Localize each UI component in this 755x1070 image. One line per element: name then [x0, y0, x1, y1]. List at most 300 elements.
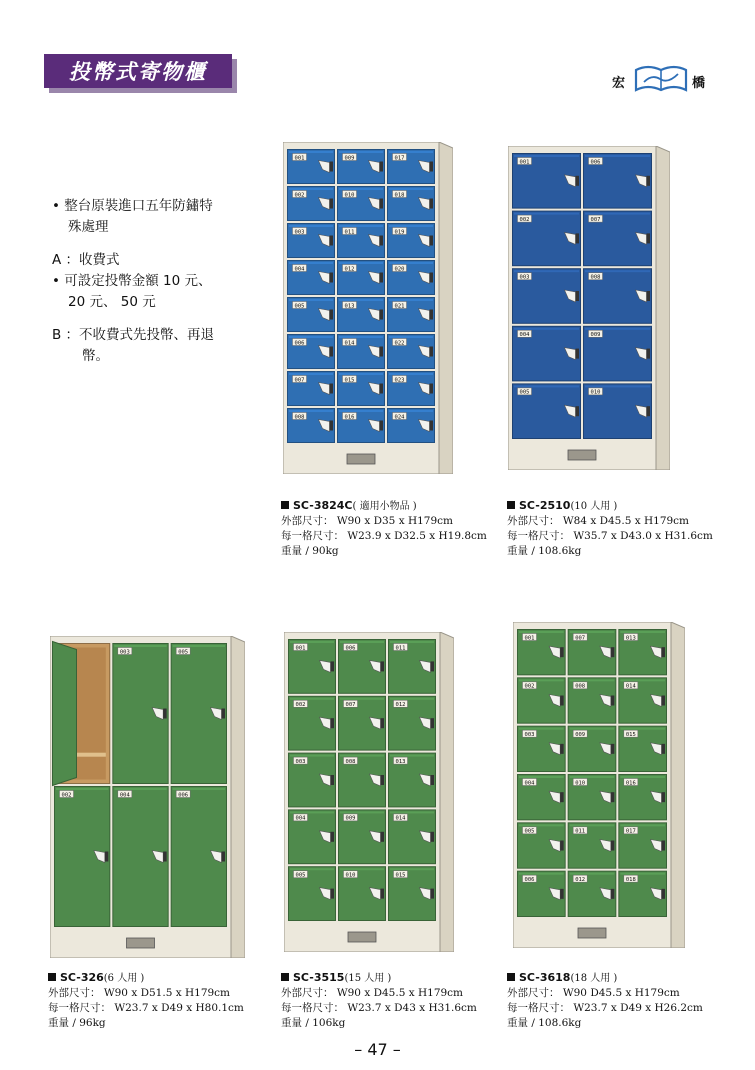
- coin-lock: [330, 199, 334, 209]
- locker-number: 019: [394, 229, 405, 236]
- product-image-sc-2510: [508, 146, 670, 470]
- locker-number: 006: [345, 645, 356, 652]
- locker-number: 003: [295, 758, 306, 765]
- door-highlight: [339, 188, 383, 190]
- book-logo-icon: [632, 60, 690, 96]
- door-highlight: [519, 631, 564, 633]
- door-highlight: [340, 698, 384, 700]
- coin-lock: [576, 233, 580, 243]
- coin-lock: [662, 792, 666, 802]
- spec-sc-3824c: SC-3824C( 適用小物品 ) 外部尺寸： W90 x D35 x H179cm 每一格尺寸： W23.9 x D32.5 x H19.8cm 重量 / 90kg: [281, 499, 487, 557]
- coin-lock: [163, 852, 167, 862]
- locker-door: [338, 298, 385, 332]
- locker-number: 023: [394, 377, 405, 384]
- locker-number: 007: [590, 216, 601, 223]
- locker-door: [288, 335, 335, 369]
- logo-left-char: 宏: [612, 76, 626, 91]
- locker-number: 005: [524, 828, 535, 835]
- locker-door: [289, 640, 336, 694]
- locker-door: [619, 726, 667, 771]
- locker-door: [388, 372, 435, 406]
- bullet-square-icon: [507, 973, 515, 981]
- coin-lock: [331, 718, 335, 728]
- logo-right-char: 橋: [692, 76, 706, 91]
- door-highlight: [390, 641, 434, 643]
- locker-number: 014: [344, 340, 355, 347]
- locker-number: 014: [395, 815, 406, 822]
- locker-number: 013: [395, 758, 406, 765]
- locker-door: [568, 823, 616, 868]
- locker-door: [388, 261, 435, 295]
- locker-door: [339, 867, 386, 921]
- locker-door: [518, 630, 566, 675]
- coin-lock: [662, 647, 666, 657]
- coin-lock: [560, 696, 564, 706]
- feature-list: [52, 196, 252, 379]
- locker-number: 012: [575, 876, 586, 883]
- locker-number: 010: [590, 389, 601, 396]
- door-highlight: [570, 824, 615, 826]
- coin-lock: [380, 384, 384, 394]
- spec-sc-3515: SC-3515(15 人用 ) 外部尺寸： W90 x D45.5 x H179cm 每一格尺寸： W23.7 x D43 x H31.6cm 重量 / 106kg: [281, 971, 477, 1029]
- coin-lock: [647, 176, 651, 186]
- door-highlight: [339, 373, 383, 375]
- coin-lock: [430, 273, 434, 283]
- coin-lock: [380, 421, 384, 431]
- locker-door: [568, 630, 616, 675]
- page-number: – 47 –: [354, 1040, 401, 1059]
- feature-rustproof: • 整台原裝進口五年防鏽特 殊處理: [52, 198, 213, 235]
- locker-number: 024: [394, 414, 405, 421]
- locker-number: 007: [294, 377, 305, 384]
- coin-lock: [381, 889, 385, 899]
- locker-door: [513, 326, 581, 381]
- locker-door: [584, 269, 652, 324]
- locker-number: 002: [295, 702, 306, 709]
- locker-door: [518, 678, 566, 723]
- door-highlight: [289, 262, 333, 264]
- coin-lock: [560, 744, 564, 754]
- coin-lock: [576, 349, 580, 359]
- locker-number: 013: [344, 303, 355, 310]
- door-highlight: [290, 755, 334, 757]
- door-highlight: [290, 698, 334, 700]
- locker-door: [339, 810, 386, 864]
- locker-number: 016: [625, 780, 636, 787]
- locker-number: 005: [294, 303, 305, 310]
- locker-door: [171, 644, 226, 784]
- product-image-sc-326: [50, 636, 245, 958]
- door-highlight: [339, 299, 383, 301]
- coin-lock: [431, 661, 435, 671]
- coin-lock: [431, 718, 435, 728]
- coin-lock: [430, 310, 434, 320]
- locker-number: 022: [394, 340, 405, 347]
- locker-door: [619, 678, 667, 723]
- locker-door: [619, 775, 667, 820]
- locker-number: 015: [625, 731, 636, 738]
- coin-lock: [576, 406, 580, 416]
- door-highlight: [585, 328, 650, 330]
- locker-door: [288, 150, 335, 184]
- locker-number: 008: [590, 274, 601, 281]
- locker-door: [338, 335, 385, 369]
- locker-door: [513, 384, 581, 439]
- cabinet-side: [440, 632, 454, 952]
- locker-number: 011: [344, 229, 355, 236]
- coin-lock: [560, 841, 564, 851]
- locker-door: [513, 154, 581, 209]
- spec-sc-2510: SC-2510(10 人用 ) 外部尺寸： W84 x D45.5 x H179cm 每一格尺寸： W35.7 x D43.0 x H31.6cm 重量 / 108.6kg: [507, 499, 713, 557]
- coin-lock: [331, 832, 335, 842]
- locker-number: 004: [524, 780, 535, 787]
- door-highlight: [289, 410, 333, 412]
- coin-lock: [430, 199, 434, 209]
- coin-lock: [381, 661, 385, 671]
- bullet-square-icon: [281, 501, 289, 509]
- coin-lock: [431, 775, 435, 785]
- coin-lock: [431, 889, 435, 899]
- coin-lock: [163, 709, 167, 719]
- door-highlight: [585, 213, 650, 215]
- locker-number: 001: [294, 155, 305, 162]
- locker-number: 007: [345, 702, 356, 709]
- coin-lock: [222, 852, 226, 862]
- door-highlight: [289, 188, 333, 190]
- door-highlight: [339, 410, 383, 412]
- locker-number: 011: [395, 645, 406, 652]
- locker-door: [338, 261, 385, 295]
- locker-number: 005: [519, 389, 530, 396]
- door-highlight: [173, 788, 225, 790]
- locker-number: 009: [344, 155, 355, 162]
- locker-number: 018: [394, 192, 405, 199]
- coin-lock: [611, 889, 615, 899]
- door-highlight: [390, 868, 434, 870]
- locker-number: 002: [61, 792, 72, 799]
- product-image-sc-3515: [284, 632, 454, 952]
- locker-number: 006: [294, 340, 305, 347]
- locker-number: 009: [575, 731, 586, 738]
- coin-lock: [330, 273, 334, 283]
- locker-door: [584, 384, 652, 439]
- coin-lock: [611, 744, 615, 754]
- locker-door: [584, 326, 652, 381]
- door-highlight: [620, 631, 665, 633]
- door-highlight: [519, 873, 564, 875]
- coin-lock: [105, 852, 109, 862]
- coin-lock: [380, 236, 384, 246]
- locker-door: [289, 810, 336, 864]
- door-highlight: [389, 373, 433, 375]
- locker-number: 010: [344, 192, 355, 199]
- bullet-square-icon: [48, 973, 56, 981]
- coin-lock: [576, 291, 580, 301]
- door-highlight: [514, 155, 579, 157]
- bullet-square-icon: [281, 973, 289, 981]
- spec-sc-3618: SC-3618(18 人用 ) 外部尺寸： W90 D45.5 x H179cm 每一格尺寸： W23.7 x D49 x H26.2cm 重量 / 108.6kg: [507, 971, 703, 1029]
- door-highlight: [173, 645, 225, 647]
- door-highlight: [290, 641, 334, 643]
- door-highlight: [519, 776, 564, 778]
- locker-door: [388, 224, 435, 258]
- coin-lock: [647, 233, 651, 243]
- door-highlight: [389, 188, 433, 190]
- feature-type-a: A ：收費式 • 可設定投幣金額 10 元、 20 元、 50 元: [52, 252, 212, 310]
- locker-door: [113, 644, 168, 784]
- locker-door: [339, 640, 386, 694]
- coin-lock: [560, 647, 564, 657]
- door-highlight: [620, 728, 665, 730]
- locker-door: [338, 409, 385, 443]
- locker-door: [338, 224, 385, 258]
- locker-door: [568, 678, 616, 723]
- door-highlight: [389, 299, 433, 301]
- locker-door: [513, 269, 581, 324]
- door-highlight: [340, 755, 384, 757]
- locker-number: 010: [575, 780, 586, 787]
- locker-door: [513, 211, 581, 266]
- door-highlight: [340, 641, 384, 643]
- coin-lock: [380, 273, 384, 283]
- door-highlight: [620, 873, 665, 875]
- coin-lock: [330, 347, 334, 357]
- locker-number: 016: [344, 414, 355, 421]
- coin-lock: [576, 176, 580, 186]
- locker-number: 002: [519, 216, 530, 223]
- coin-lock: [611, 696, 615, 706]
- coin-lock: [611, 792, 615, 802]
- coin-lock: [662, 889, 666, 899]
- locker-number: 001: [295, 645, 306, 652]
- locker-door: [518, 823, 566, 868]
- cabinet-side: [231, 636, 245, 958]
- locker-door: [619, 823, 667, 868]
- locker-door: [584, 154, 652, 209]
- locker-number: 017: [625, 828, 636, 835]
- coin-lock: [330, 162, 334, 172]
- locker-number: 009: [590, 332, 601, 339]
- locker-number: 006: [524, 876, 535, 883]
- locker-door: [339, 753, 386, 807]
- coin-box: [348, 932, 376, 942]
- door-highlight: [290, 868, 334, 870]
- door-highlight: [585, 270, 650, 272]
- coin-lock: [331, 775, 335, 785]
- coin-lock: [330, 236, 334, 246]
- spec-sc-326: SC-326(6 人用 ) 外部尺寸： W90 x D51.5 x H179cm 每一格尺寸： W23.7 x D49 x H80.1cm 重量 / 96kg: [48, 971, 244, 1029]
- locker-door: [53, 642, 110, 786]
- locker-door: [289, 753, 336, 807]
- locker-door: [388, 187, 435, 221]
- locker-number: 008: [345, 758, 356, 765]
- coin-lock: [430, 162, 434, 172]
- door-highlight: [620, 679, 665, 681]
- door-highlight: [585, 155, 650, 157]
- door-highlight: [519, 679, 564, 681]
- locker-number: 002: [294, 192, 305, 199]
- door-highlight: [570, 728, 615, 730]
- locker-door: [388, 150, 435, 184]
- door-highlight: [620, 824, 665, 826]
- coin-lock: [430, 384, 434, 394]
- locker-number: 012: [344, 266, 355, 273]
- locker-door: [619, 630, 667, 675]
- door-highlight: [289, 373, 333, 375]
- coin-lock: [611, 647, 615, 657]
- coin-lock: [560, 792, 564, 802]
- door-highlight: [390, 811, 434, 813]
- door-highlight: [389, 336, 433, 338]
- locker-number: 020: [394, 266, 405, 273]
- feature-type-b: B ：不收費式先投幣、再退 幣。: [52, 327, 215, 364]
- coin-lock: [560, 889, 564, 899]
- coin-lock: [662, 696, 666, 706]
- coin-lock: [430, 236, 434, 246]
- locker-door: [389, 810, 436, 864]
- locker-number: 004: [519, 332, 530, 339]
- locker-number: 005: [178, 649, 189, 656]
- locker-door: [389, 867, 436, 921]
- locker-number: 004: [119, 792, 130, 799]
- locker-number: 011: [575, 828, 586, 835]
- locker-number: 021: [394, 303, 405, 310]
- coin-lock: [647, 349, 651, 359]
- door-highlight: [389, 151, 433, 153]
- locker-number: 002: [524, 683, 535, 690]
- locker-door: [568, 775, 616, 820]
- locker-door: [568, 726, 616, 771]
- door-highlight: [519, 728, 564, 730]
- page-title-banner: [44, 54, 232, 88]
- coin-lock: [662, 744, 666, 754]
- locker-number: 003: [524, 731, 535, 738]
- locker-door: [113, 787, 168, 927]
- locker-number: 018: [625, 876, 636, 883]
- locker-door: [388, 298, 435, 332]
- locker-door: [338, 150, 385, 184]
- company-logo: [612, 58, 712, 98]
- door-highlight: [339, 151, 383, 153]
- door-highlight: [340, 868, 384, 870]
- locker-number: 008: [294, 414, 305, 421]
- locker-door: [289, 867, 336, 921]
- door-highlight: [289, 151, 333, 153]
- door-highlight: [389, 410, 433, 412]
- coin-lock: [381, 775, 385, 785]
- coin-box: [127, 938, 155, 948]
- locker-number: 012: [395, 702, 406, 709]
- door-highlight: [390, 698, 434, 700]
- locker-door: [288, 409, 335, 443]
- locker-door: [388, 409, 435, 443]
- door-highlight: [339, 225, 383, 227]
- locker-number: 006: [178, 792, 189, 799]
- locker-door: [568, 871, 616, 916]
- door-highlight: [519, 824, 564, 826]
- locker-number: 007: [575, 635, 586, 642]
- locker-number: 013: [625, 635, 636, 642]
- locker-number: 003: [519, 274, 530, 281]
- door-highlight: [585, 385, 650, 387]
- locker-number: 003: [294, 229, 305, 236]
- locker-number: 015: [395, 872, 406, 879]
- locker-door: [288, 187, 335, 221]
- door-highlight: [56, 788, 108, 790]
- locker-door: [619, 871, 667, 916]
- locker-door: [518, 871, 566, 916]
- locker-door: [288, 224, 335, 258]
- door-highlight: [289, 299, 333, 301]
- locker-number: 015: [344, 377, 355, 384]
- door-highlight: [290, 811, 334, 813]
- locker-door: [518, 726, 566, 771]
- coin-lock: [330, 421, 334, 431]
- door-highlight: [514, 270, 579, 272]
- coin-lock: [222, 709, 226, 719]
- coin-lock: [330, 384, 334, 394]
- locker-number: 005: [295, 872, 306, 879]
- coin-lock: [647, 291, 651, 301]
- door-highlight: [570, 776, 615, 778]
- coin-box: [578, 928, 606, 938]
- coin-lock: [381, 832, 385, 842]
- locker-number: 001: [524, 635, 535, 642]
- coin-lock: [647, 406, 651, 416]
- locker-door: [288, 372, 335, 406]
- locker-door: [584, 211, 652, 266]
- door-highlight: [570, 679, 615, 681]
- door-highlight: [570, 631, 615, 633]
- coin-lock: [611, 841, 615, 851]
- locker-door: [171, 787, 226, 927]
- door-highlight: [514, 385, 579, 387]
- bullet-square-icon: [507, 501, 515, 509]
- locker-door: [338, 187, 385, 221]
- door-highlight: [339, 336, 383, 338]
- coin-lock: [331, 889, 335, 899]
- coin-lock: [381, 718, 385, 728]
- locker-door: [288, 261, 335, 295]
- locker-number: 004: [294, 266, 305, 273]
- locker-number: 009: [345, 815, 356, 822]
- coin-lock: [430, 347, 434, 357]
- door-highlight: [339, 262, 383, 264]
- locker-door: [339, 696, 386, 750]
- product-image-sc-3618: [513, 622, 685, 948]
- coin-lock: [380, 199, 384, 209]
- door-highlight: [289, 225, 333, 227]
- coin-box: [568, 450, 596, 460]
- locker-door: [288, 298, 335, 332]
- door-highlight: [514, 328, 579, 330]
- locker-door: [518, 775, 566, 820]
- locker-door: [338, 372, 385, 406]
- locker-number: 014: [625, 683, 636, 690]
- coin-lock: [662, 841, 666, 851]
- coin-lock: [380, 347, 384, 357]
- cabinet-side: [439, 142, 453, 474]
- locker-number: 001: [519, 159, 530, 166]
- door-highlight: [114, 788, 166, 790]
- door-highlight: [389, 262, 433, 264]
- locker-number: 003: [119, 649, 130, 656]
- product-image-sc-3824c: [283, 142, 453, 474]
- door-highlight: [289, 336, 333, 338]
- locker-number: 010: [345, 872, 356, 879]
- locker-door: [289, 696, 336, 750]
- page-title: 投幣式寄物櫃: [69, 59, 207, 84]
